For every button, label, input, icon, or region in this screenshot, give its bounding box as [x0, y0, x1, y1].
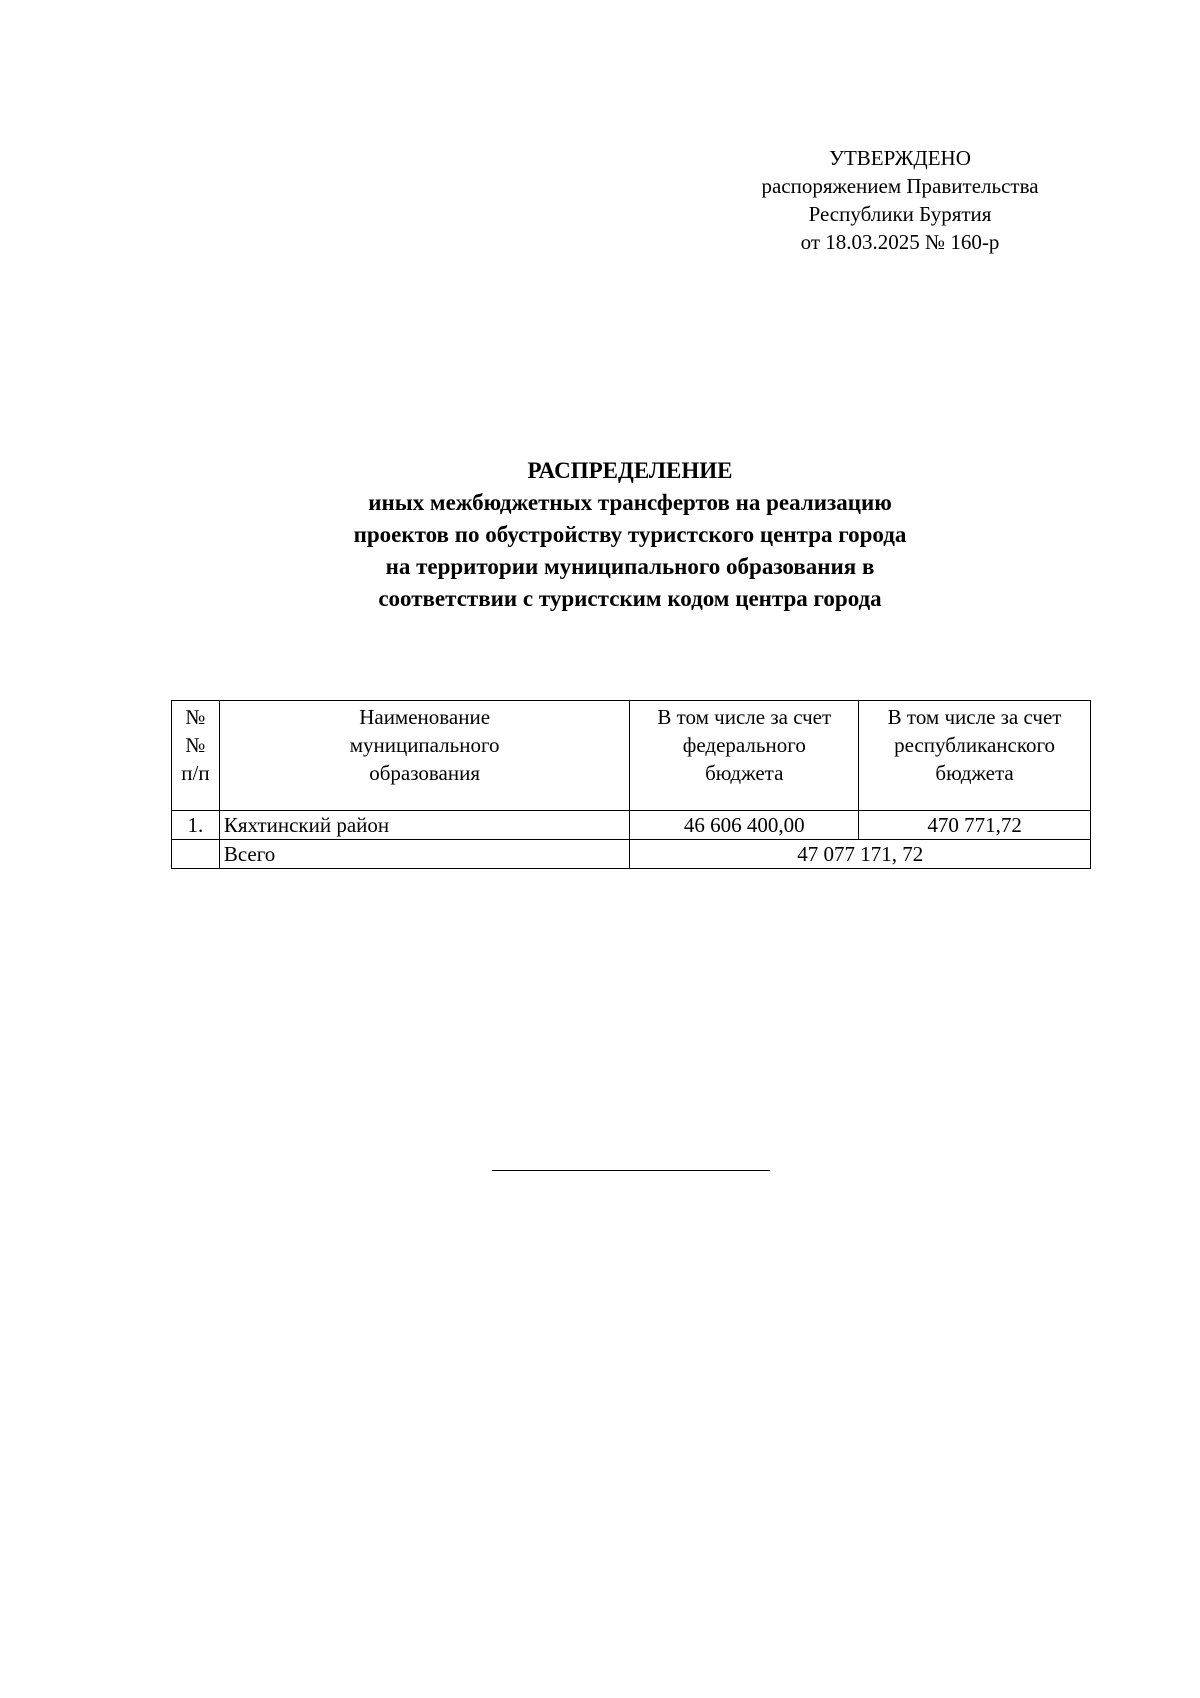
header-federal-line-2: федерального: [682, 733, 806, 757]
row-federal-amount: 46 606 400,00: [630, 811, 859, 840]
title-line-4: соответствии с туристским кодом центра города: [378, 586, 882, 611]
header-municipality-line-3: образования: [369, 761, 481, 785]
total-label: Всего: [219, 840, 630, 869]
header-republic-line-3: бюджета: [935, 761, 1014, 785]
title-line-3: на территории муниципального образования в: [385, 554, 875, 579]
title-heading: РАСПРЕДЕЛЕНИЕ: [527, 458, 733, 483]
title-line-2: проектов по обустройству туристского центра города: [353, 522, 907, 547]
row-number: 1.: [172, 811, 220, 840]
header-municipality-line-1: Наименование: [359, 705, 491, 729]
table-header-row: [172, 701, 1091, 811]
title-line-1: иных межбюджетных трансфертов на реализацию: [368, 490, 892, 515]
approval-date-number: от 18.03.2025 № 160-р: [800, 230, 1000, 254]
table-total-row: [172, 840, 1091, 869]
document-title: [160, 455, 1100, 615]
approval-region: Республики Бурятия: [808, 202, 992, 226]
header-republic-budget: [859, 701, 1091, 811]
header-municipality-line-2: муниципального: [349, 733, 500, 757]
total-number: [172, 840, 220, 869]
total-amount: 47 077 171, 72: [630, 840, 1091, 869]
header-federal-line-3: бюджета: [705, 761, 784, 785]
distribution-table: [171, 700, 1091, 869]
approval-authority: распоряжением Правительства: [761, 174, 1039, 198]
row-municipality: Кяхтинский район: [219, 811, 630, 840]
header-republic-line-1: В том числе за счет: [887, 705, 1062, 729]
header-municipality: [219, 701, 630, 811]
closing-divider-line: [492, 1170, 770, 1171]
table-row: [172, 811, 1091, 840]
header-number-line-1: №№: [185, 705, 206, 757]
header-federal-line-1: В том числе за счет: [657, 705, 832, 729]
header-number-line-2: п/п: [181, 761, 210, 785]
approval-title: УТВЕРЖДЕНО: [829, 146, 971, 170]
row-republic-amount: 470 771,72: [859, 811, 1091, 840]
header-republic-line-2: республиканского: [894, 733, 1056, 757]
approval-stamp: [700, 144, 1100, 256]
header-number: [172, 701, 220, 811]
header-federal-budget: [630, 701, 859, 811]
